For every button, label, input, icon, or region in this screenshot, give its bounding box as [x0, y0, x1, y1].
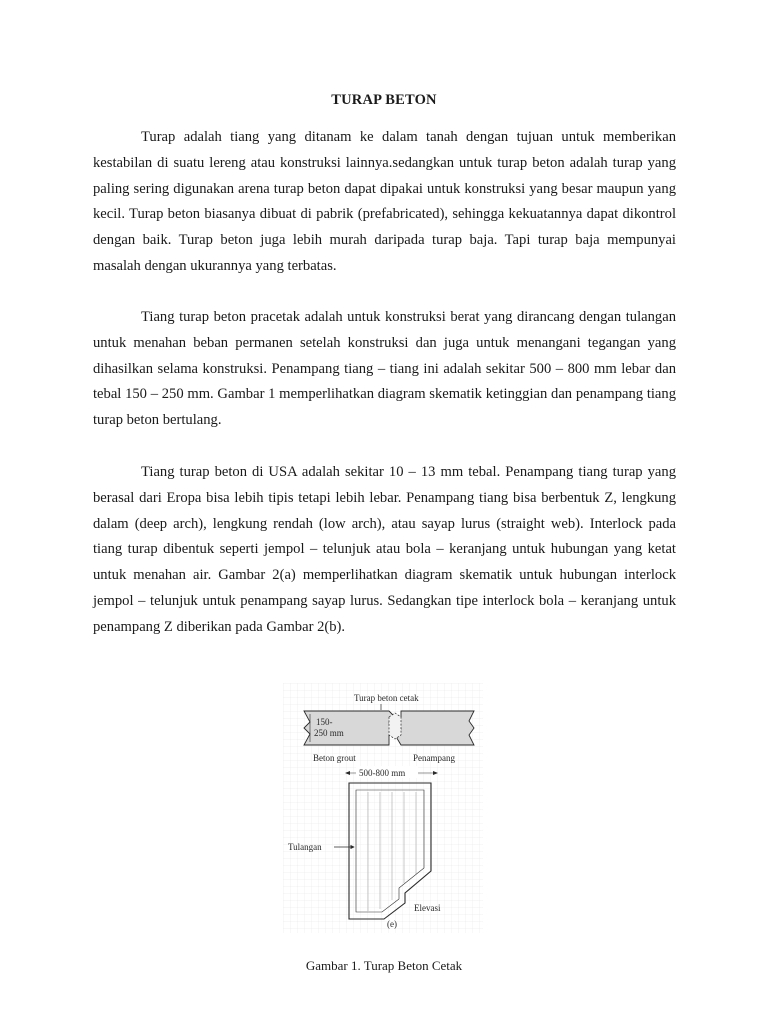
document-title: TURAP BETON: [331, 92, 437, 108]
label-beton-grout: Beton grout: [313, 753, 356, 763]
label-width: 500-800 mm: [359, 768, 406, 778]
figure-sheet-pile-diagram: [283, 683, 483, 933]
figure-caption: Gambar 1. Turap Beton Cetak: [305, 958, 463, 973]
paragraph-2: Tiang turap beton pracetak adalah untuk konstruksi berat yang dirancang dengan tulangan untuk menahan beban permanen setelah konstruksi dan juga untuk menangani tegangan yang dihasilkan selama konstruksi. Penampang tiang – tiang ini adalah sekitar 500 – 800 mm lebar dan tebal 150 – 250 mm. Gambar 1 memperlihatkan diagram skematik ketinggian dan penampang tiang turap beton bertulang.: [93, 309, 676, 429]
label-elevasi: Elevasi: [414, 903, 441, 913]
paragraph-3: Tiang turap beton di USA adalah sekitar 10 – 13 mm tebal. Penampang tiang turap yang berasal dari Eropa bisa lebih tipis tetapi lebih lebar. Penampang tiang bisa berbentuk Z, lengkung dalam (deep arch), lengkung rendah (low arch), atau sayap lurus (straight web). Interlock pada tiang turap dibentuk seperti jempol – telunjuk atau bola – keranjang untuk hubungan yang ketat untuk menahan air. Gambar 2(a) memperlihatkan diagram skematik untuk hubungan interlock jempol – telunjuk untuk penampang sayap lurus. Sedangkan tipe interlock bola – keranjang untuk penampang Z diberikan pada Gambar 2(b).: [93, 464, 676, 635]
label-thickness-line2: 250 mm: [314, 728, 344, 738]
label-penampang: Penampang: [413, 753, 455, 763]
sheet-pile-diagram: [283, 683, 483, 933]
grout-joint: [389, 713, 401, 739]
label-turap-beton-cetak: Turap beton cetak: [354, 693, 419, 703]
label-tulangan: Tulangan: [288, 842, 322, 852]
label-sub-e: (e): [387, 919, 397, 929]
cross-section-right-pile: [395, 711, 474, 745]
label-thickness-line1: 150-: [316, 717, 333, 727]
paragraph-1: Turap adalah tiang yang ditanam ke dalam tanah dengan tujuan untuk memberikan kestabilan di suatu lereng atau konstruksi lainnya.sedangkan untuk turap beton adalah turap yang paling sering digunakan arena turap beton dapat dipakai untuk konstruksi yang besar maupun yang kecil. Turap beton biasanya dibuat di pabrik (prefabricated), sehingga kekuatannya dapat dikontrol dengan baik. Turap beton juga lebih murah daripada turap baja. Tapi turap baja mempunyai masalah dengan ukurannya yang terbatas.: [93, 129, 676, 274]
